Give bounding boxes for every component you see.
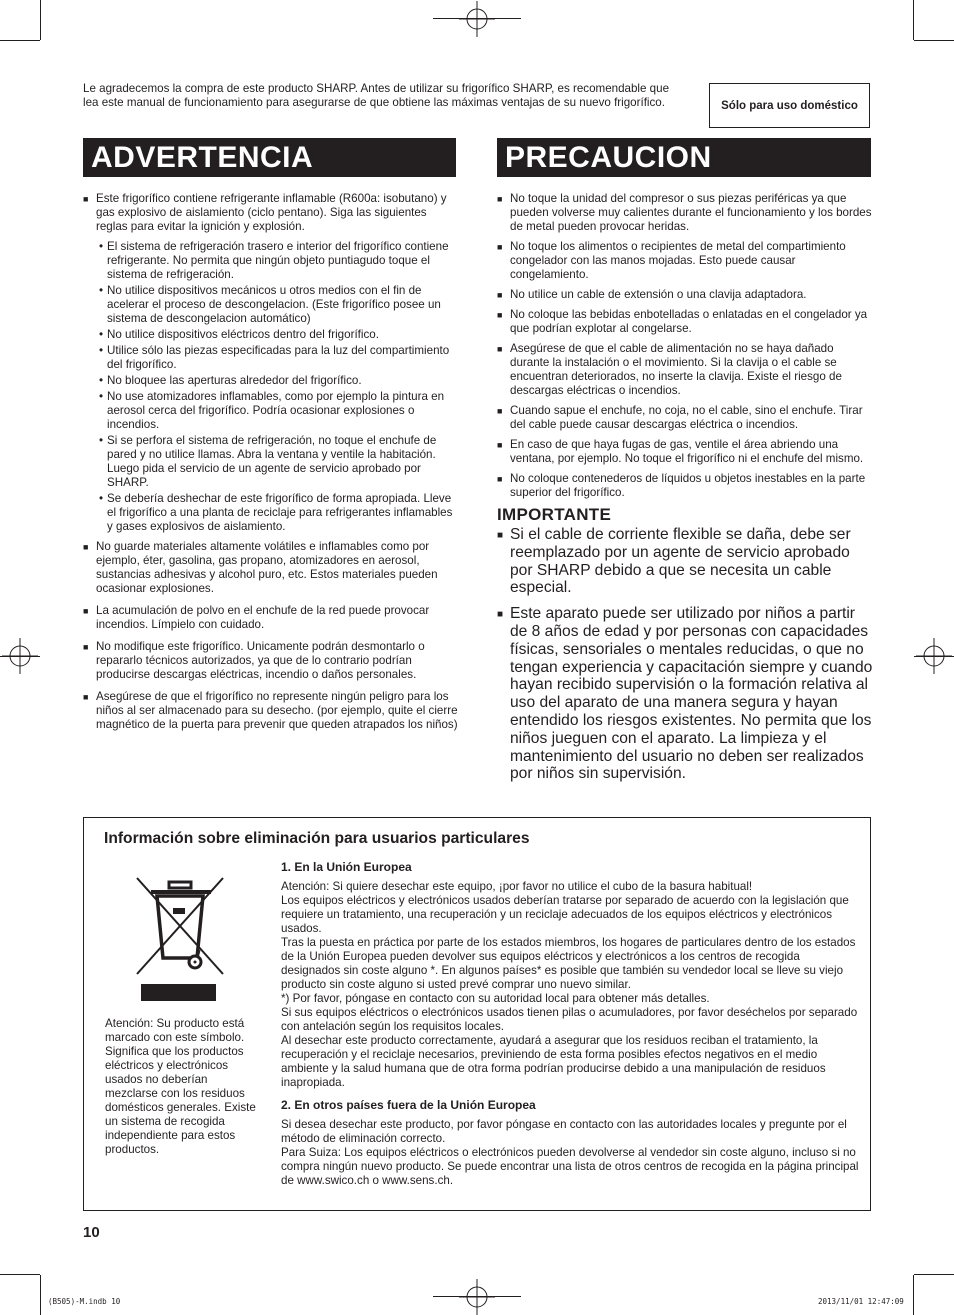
dot-bullet-icon: • — [99, 240, 104, 253]
registration-mark-icon — [459, 1, 495, 37]
registration-mark-icon — [459, 1279, 495, 1315]
square-bullet-icon: ■ — [497, 194, 503, 204]
sub-list-item: • Si se perfora el sistema de refrigeración, no toque el enchufe de pared y no utilice llamas. Abra la ventana y ventile la habitación. Luego pida el servicio de un agente de servicio aprobado por SHARP. — [99, 434, 437, 489]
list-item: ■ No coloque contenederos de líquidos u objetos inestables en la parte superior del frigorífico. — [497, 472, 866, 499]
square-bullet-icon: ■ — [497, 440, 503, 450]
crop-mark — [913, 1275, 914, 1315]
paragraph: *) Por favor, póngase en contacto con su autoridad local para obtener más detalles. — [281, 992, 710, 1005]
list-item: ■ No toque los alimentos o recipientes de metal del compartimiento congelador con las manos mojadas. Esto puede causar congelamiento. — [497, 240, 846, 281]
paragraph: Si desea desechar este producto, por favor póngase en contacto con las autoridades locales y pregunte por el método de eliminación correcto. — [281, 1118, 847, 1145]
square-bullet-icon: ■ — [497, 242, 503, 252]
square-bullet-icon: ■ — [83, 194, 89, 204]
intro-text: Le agradecemos la compra de este producto SHARP. Antes de utilizar su frigorífico SHARP, es recomendable que lea este manual de funcionamiento para asegurarse de que obtiene las máximas ventajas de su nuevo frigorífico. — [83, 82, 670, 109]
crossed-out-wheelie-bin-icon — [133, 874, 227, 1004]
square-bullet-icon: ■ — [497, 310, 503, 320]
footer-file-info: (B505)-M.indb 10 — [48, 1297, 121, 1306]
dot-bullet-icon: • — [99, 434, 104, 447]
list-item: ■ Asegúrese de que el frigorífico no represente ningún peligro para los niños al ser almacenado para su desecho. (por ejemplo, quite el cierre magnético de la puerta para prevenir que queden atrapados los niños) — [83, 690, 458, 731]
crop-mark — [914, 40, 954, 41]
list-item: ■ No toque la unidad del compresor o sus piezas periféricas ya que pueden volverse muy calientes durante el funcionamiento y los bordes de metal pueden provocar heridas. — [497, 192, 872, 233]
crop-mark — [0, 40, 40, 41]
crop-mark — [914, 1274, 954, 1275]
square-bullet-icon: ■ — [83, 642, 89, 652]
important-item: ■ Este aparato puede ser utilizado por niños a partir de 8 años de edad y por personas con capacidades físicas, sensoriales o mentales reducidas, o que no tengan experiencia y capacitación siempre y cuando hayan recibido supervisión o la formación relativa al uso del aparato de una manera segura y hayan entendido los riesgos existentes. No permita que los niños jueguen con el aparato. La limpieza y el mantenimiento del usuario no deben ser realizados por niños sin supervisión. — [497, 605, 873, 783]
section-heading: 2. En otros países fuera de la Unión Europea — [281, 1098, 536, 1112]
dot-bullet-icon: • — [99, 328, 104, 341]
sub-list-item: • No utilice dispositivos mecánicos u otros medios con el fin de acelerar el proceso de descongelacion. (Este frigorífico posee un sistema de descongelacion automático) — [99, 284, 441, 325]
footer-timestamp: 2013/11/01 12:47:09 — [818, 1297, 904, 1306]
sub-list-item: • Utilice sólo las piezas especificadas para la luz del compartimiento del frigorífico. — [99, 344, 450, 371]
domestic-use-box: Sólo para uso doméstico — [709, 83, 870, 128]
disposal-info-box — [83, 817, 871, 1211]
square-bullet-icon: ■ — [83, 542, 89, 552]
registration-mark-icon — [2, 638, 38, 674]
square-bullet-icon: ■ — [497, 530, 504, 541]
list-item: ■ La acumulación de polvo en el enchufe de la red puede provocar incendios. Límpielo con cuidado. — [83, 604, 430, 631]
square-bullet-icon: ■ — [497, 609, 504, 621]
paragraph: Al desechar este producto correctamente, ayudará a asegurar que los residuos reciban el tratamiento, la recuperación y el reciclaje necesarios, previniendo de esta forma posibles efectos negativos en el medio ambiente y la salud humana que de otra forma podrían producirse debido a una manipulación de residuos inapropiada. — [281, 1034, 826, 1089]
paragraph: Si sus equipos eléctricos o electrónicos usados tienen pilas o acumuladores, por favor deséchelos por separado con antelación según los requisitos locales. — [281, 1006, 858, 1033]
paragraph: Para Suiza: Los equipos eléctricos o electrónicos pueden devolverse al vendedor sin coste alguno, incluso si no compra ningún nuevo producto. Se puede encontrar una lista de otros centros de recogida en la página principal de www.swico.ch o www.sens.ch. — [281, 1146, 859, 1187]
sub-list-item: • No utilice dispositivos eléctricos dentro del frigorífico. — [99, 328, 379, 341]
list-item: ■ Cuando sapue el enchufe, no coja, no el cable, sino el enchufe. Tirar del cable puede causar descargas eléctrica o incendios. — [497, 404, 863, 431]
page-number: 10 — [83, 1224, 100, 1241]
list-item: ■ No guarde materiales altamente volátiles e inflamables como por ejemplo, éter, gasolina, gas propano, atomizadores en aerosol, sustancias adhesivas y alcohol puro, etc. Estos materiales pueden ocasionar explosiones. — [83, 540, 438, 595]
dot-bullet-icon: • — [99, 374, 104, 387]
sub-list — [83, 240, 458, 534]
paragraph: Atención: Si quiere desechar este equipo, ¡por favor no utilice el cubo de la basura habitual! — [281, 880, 753, 893]
crop-mark — [40, 1275, 41, 1315]
advertencia-heading: ADVERTENCIA — [83, 138, 456, 177]
square-bullet-icon: ■ — [497, 406, 503, 416]
sub-list-item: • El sistema de refrigeración trasero e interior del frigorífico contiene refrigerante. No permita que ningún objeto puntiagudo toque el sistema de refrigeración. — [99, 240, 449, 281]
crop-mark — [40, 0, 41, 40]
important-item: ■ Si el cable de corriente flexible se daña, debe ser reemplazado por un agente de servicio aprobado por SHARP debido a que se necesita un cable especial. — [497, 526, 851, 597]
crop-mark — [913, 0, 914, 40]
importante-heading: IMPORTANTE — [497, 505, 612, 524]
paragraph: Tras la puesta en práctica por parte de los estados miembros, los hogares de particulares dentro de los estados de la Unión Europea pueden devolver sus equipos eléctricos y electrónicos a los centros de recogida designados sin coste alguno *. En algunos países* es posible que también su vendedor local se lleve su viejo producto sin coste alguno si usted prevé comprar uno nuevo similar. — [281, 936, 856, 991]
square-bullet-icon: ■ — [83, 606, 89, 616]
list-item: ■ No coloque las bebidas enbotelladas o enlatadas en el congelador ya que podrían explotar al congelarse. — [497, 308, 868, 335]
square-bullet-icon: ■ — [497, 290, 503, 300]
sub-list-item: • No use atomizadores inflamables, como por ejemplo la pintura en aerosol cerca del frigorífico. Podría ocasionar explosiones o incendios. — [99, 390, 445, 431]
crop-mark — [0, 1274, 40, 1275]
dot-bullet-icon: • — [99, 284, 104, 297]
dot-bullet-icon: • — [99, 390, 104, 403]
square-bullet-icon: ■ — [497, 344, 503, 354]
disposal-text — [281, 860, 861, 1188]
sub-list-item: • No bloquee las aperturas alrededor del frigorífico. — [99, 374, 362, 387]
precaucion-column — [497, 192, 873, 791]
square-bullet-icon: ■ — [497, 474, 503, 484]
list-item: ■ Este frigorífico contiene refrigerante inflamable (R600a: isobutano) y gas explosivo de aislamiento (ciclo pentano). Siga las siguientes reglas para evitar la ignición y explosión. — [83, 192, 447, 233]
list-item: ■ No utilice un cable de extensión o una clavija adaptadora. — [497, 288, 807, 301]
registration-mark-icon — [916, 638, 952, 674]
square-bullet-icon: ■ — [83, 692, 89, 702]
list-item: ■ En caso de que haya fugas de gas, ventile el área abriendo una ventana, por ejemplo. No toque el frigorífico ni el enchufe del mismo. — [497, 438, 864, 465]
list-item: ■ No modifique este frigorífico. Unicamente podrán desmontarlo o repararlo técnicos autorizados, ya que de lo contrario podrían producirse descargas eléctricas, incendio o daños personales. — [83, 640, 425, 681]
precaucion-heading: PRECAUCION — [497, 138, 871, 177]
paragraph: Los equipos eléctricos y electrónicos usados deberían tratarse por separado de acuerdo con la legislación que requiere un tratamiento, una recuperación y un reciclaje adecuados de los equipos eléctricos y electrónicos usados. — [281, 894, 849, 935]
attention-note: Atención: Su producto está marcado con este símbolo. Significa que los productos eléctricos y electrónicos usados no deberían mezclarse con los residuos domésticos generales. Existe un sistema de recogida independiente para estos productos. — [105, 1017, 256, 1156]
dot-bullet-icon: • — [99, 344, 104, 357]
advertencia-column — [83, 192, 458, 738]
section-heading: 1. En la Unión Europea — [281, 860, 412, 874]
disposal-title: Información sobre eliminación para usuarios particulares — [104, 830, 530, 847]
list-item: ■ Asegúrese de que el cable de alimentación no se haya dañado durante la instalación o el movimiento. Si la clavija o el cable se encuentran deteriorados, no inserte la clavija. Existe el riesgo de descargas eléctricas o incendios. — [497, 342, 842, 397]
dot-bullet-icon: • — [99, 492, 104, 505]
sub-list-item: • Se debería deshechar de este frigorífico de forma apropiada. Lleve el frigorífico a una planta de reciclaje para refrigerantes inflamables y gases explosivos de aislamiento. — [99, 492, 453, 533]
